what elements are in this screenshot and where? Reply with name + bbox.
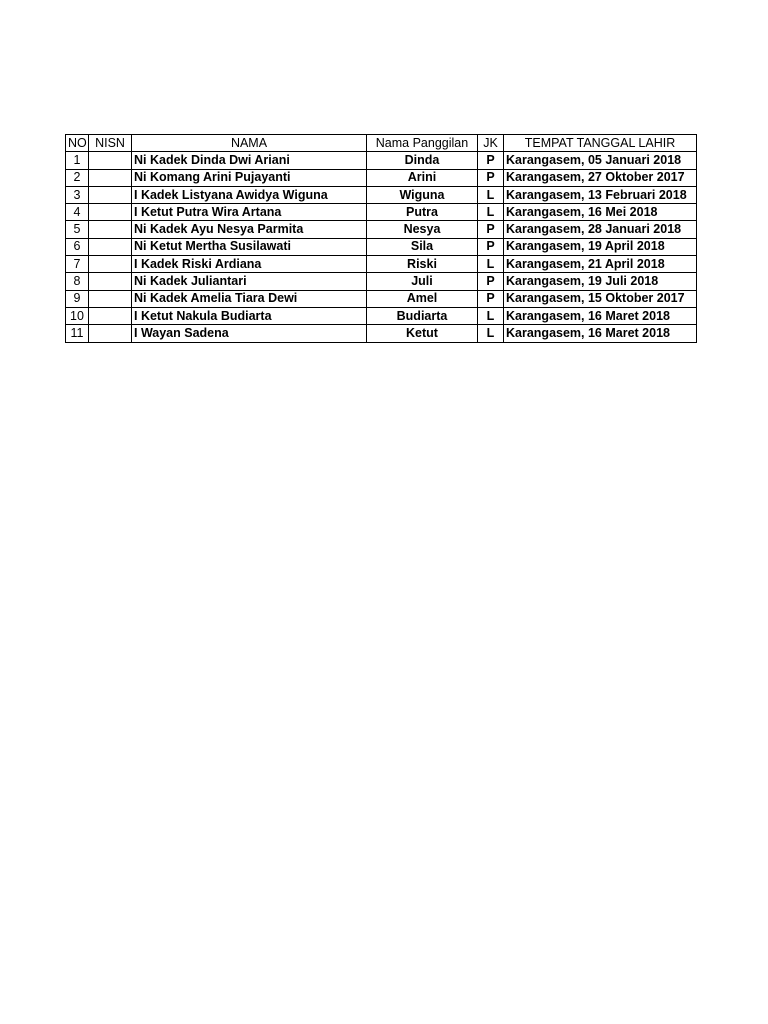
cell-no: 3 — [66, 186, 89, 203]
cell-nama: Ni Kadek Juliantari — [132, 273, 367, 290]
cell-nisn — [89, 169, 132, 186]
cell-nisn — [89, 204, 132, 221]
cell-nama: I Kadek Listyana Awidya Wiguna — [132, 186, 367, 203]
table-header-row — [66, 135, 697, 152]
cell-no: 6 — [66, 238, 89, 255]
cell-nisn — [89, 221, 132, 238]
student-table — [65, 134, 697, 343]
table-row — [66, 256, 697, 273]
table-row — [66, 169, 697, 186]
cell-nama-panggilan: Nesya — [367, 221, 478, 238]
table-row — [66, 186, 697, 203]
cell-tempat-tanggal-lahir: Karangasem, 19 Juli 2018 — [504, 273, 697, 290]
cell-nama-panggilan: Amel — [367, 290, 478, 307]
cell-tempat-tanggal-lahir: Karangasem, 05 Januari 2018 — [504, 152, 697, 169]
header-nama: NAMA — [132, 135, 367, 152]
cell-nisn — [89, 256, 132, 273]
cell-tempat-tanggal-lahir: Karangasem, 27 Oktober 2017 — [504, 169, 697, 186]
cell-no: 4 — [66, 204, 89, 221]
table-row — [66, 325, 697, 342]
cell-no: 2 — [66, 169, 89, 186]
cell-tempat-tanggal-lahir: Karangasem, 13 Februari 2018 — [504, 186, 697, 203]
header-nisn: NISN — [89, 135, 132, 152]
cell-no: 7 — [66, 256, 89, 273]
cell-jk: P — [478, 221, 504, 238]
cell-jk: L — [478, 325, 504, 342]
cell-no: 9 — [66, 290, 89, 307]
cell-tempat-tanggal-lahir: Karangasem, 16 Maret 2018 — [504, 307, 697, 324]
cell-nama: I Kadek Riski Ardiana — [132, 256, 367, 273]
cell-jk: L — [478, 204, 504, 221]
cell-tempat-tanggal-lahir: Karangasem, 28 Januari 2018 — [504, 221, 697, 238]
cell-jk: L — [478, 186, 504, 203]
cell-nisn — [89, 186, 132, 203]
cell-no: 10 — [66, 307, 89, 324]
cell-jk: P — [478, 290, 504, 307]
cell-jk: L — [478, 307, 504, 324]
header-jk: JK — [478, 135, 504, 152]
cell-nisn — [89, 307, 132, 324]
cell-jk: L — [478, 256, 504, 273]
cell-jk: P — [478, 169, 504, 186]
cell-nama: Ni Kadek Dinda Dwi Ariani — [132, 152, 367, 169]
cell-nisn — [89, 273, 132, 290]
cell-nisn — [89, 325, 132, 342]
table-row — [66, 204, 697, 221]
cell-no: 8 — [66, 273, 89, 290]
table-row — [66, 273, 697, 290]
table-row — [66, 290, 697, 307]
table-row — [66, 152, 697, 169]
cell-tempat-tanggal-lahir: Karangasem, 19 April 2018 — [504, 238, 697, 255]
cell-nama-panggilan: Arini — [367, 169, 478, 186]
cell-nama: I Ketut Nakula Budiarta — [132, 307, 367, 324]
cell-nama: Ni Ketut Mertha Susilawati — [132, 238, 367, 255]
header-no: NO — [66, 135, 89, 152]
cell-nama-panggilan: Juli — [367, 273, 478, 290]
cell-tempat-tanggal-lahir: Karangasem, 21 April 2018 — [504, 256, 697, 273]
table-body — [66, 152, 697, 342]
cell-jk: P — [478, 238, 504, 255]
header-tempat-tanggal-lahir: TEMPAT TANGGAL LAHIR — [504, 135, 697, 152]
cell-no: 11 — [66, 325, 89, 342]
header-nama-panggilan: Nama Panggilan — [367, 135, 478, 152]
cell-nama-panggilan: Riski — [367, 256, 478, 273]
cell-tempat-tanggal-lahir: Karangasem, 15 Oktober 2017 — [504, 290, 697, 307]
cell-tempat-tanggal-lahir: Karangasem, 16 Maret 2018 — [504, 325, 697, 342]
cell-jk: P — [478, 152, 504, 169]
cell-nama: Ni Komang Arini Pujayanti — [132, 169, 367, 186]
cell-nisn — [89, 238, 132, 255]
table-row — [66, 221, 697, 238]
table-row — [66, 238, 697, 255]
cell-nisn — [89, 152, 132, 169]
cell-no: 1 — [66, 152, 89, 169]
cell-nama-panggilan: Ketut — [367, 325, 478, 342]
cell-no: 5 — [66, 221, 89, 238]
cell-nama-panggilan: Dinda — [367, 152, 478, 169]
table-row — [66, 307, 697, 324]
cell-jk: P — [478, 273, 504, 290]
cell-nama: I Wayan Sadena — [132, 325, 367, 342]
cell-nama-panggilan: Putra — [367, 204, 478, 221]
cell-nama: Ni Kadek Amelia Tiara Dewi — [132, 290, 367, 307]
cell-tempat-tanggal-lahir: Karangasem, 16 Mei 2018 — [504, 204, 697, 221]
cell-nama: I Ketut Putra Wira Artana — [132, 204, 367, 221]
cell-nama-panggilan: Budiarta — [367, 307, 478, 324]
cell-nama-panggilan: Sila — [367, 238, 478, 255]
cell-nisn — [89, 290, 132, 307]
cell-nama-panggilan: Wiguna — [367, 186, 478, 203]
cell-nama: Ni Kadek Ayu Nesya Parmita — [132, 221, 367, 238]
